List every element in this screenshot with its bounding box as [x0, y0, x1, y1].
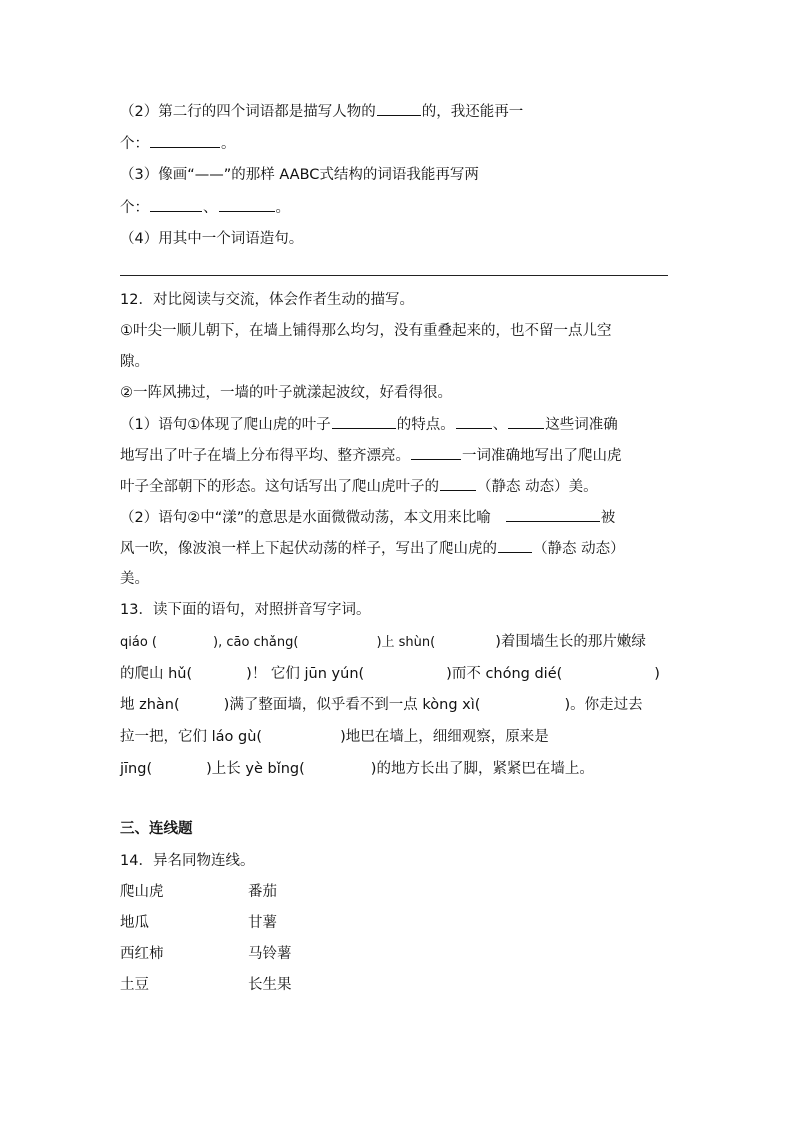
answer-blank[interactable]	[498, 538, 532, 553]
q12-q1-line3	[120, 476, 598, 497]
q12-q2-line1	[120, 507, 615, 528]
q11-part2-line2	[120, 133, 236, 154]
q12-q1-text-e: 地写出了叶子在墙上分布得平均、整齐漂亮。	[120, 448, 410, 464]
q12-q1-text-h: （静态 动态）美。	[477, 479, 598, 495]
answer-blank[interactable]	[219, 197, 275, 212]
q12-q2-line2	[120, 538, 625, 559]
q11-p2-text-c: 个：	[120, 136, 149, 152]
q12-q1-text-d: 这些词准确	[545, 417, 618, 433]
pinyin-prompt: )上长 yè bǐng(	[206, 761, 305, 777]
pinyin-prompt: )上 shùn(	[376, 635, 436, 650]
q12-q2-text-b: 被	[600, 510, 616, 526]
q12-sentence1-line2: 隙。	[120, 354, 149, 370]
pinyin-prompt: )！ 它们 jūn yún(	[246, 666, 365, 682]
q13-line5	[120, 759, 594, 779]
q11-p2-text-b: 的，我还能再一	[421, 104, 524, 120]
sentence-text: )的地方长出了脚，紧紧巴在墙上。	[370, 761, 594, 777]
q12-q1-text-b: 的特点。	[396, 417, 455, 433]
q12-q1-text-a: （1）语句①体现了爬山虎的叶子	[120, 417, 331, 433]
pinyin-prompt: jīng(	[120, 761, 153, 777]
match-right-item[interactable]: 番茄	[248, 884, 277, 900]
q11-part2-line1	[120, 101, 523, 122]
q11-p3-text-c: 、	[203, 200, 218, 216]
match-left-item[interactable]: 西红柿	[120, 946, 164, 962]
q13-line1	[120, 632, 646, 653]
q12-q2-text-a: （2）语句②中“漾”的意思是水面微微动荡，本文用来比喻	[120, 510, 491, 526]
q12-title: 12．对比阅读与交流，体会作者生动的描写。	[120, 292, 414, 308]
q11-part3-line2	[120, 197, 290, 218]
match-right-item[interactable]: 甘薯	[248, 915, 277, 931]
sentence-text: )	[654, 666, 660, 682]
q13-line3	[120, 695, 643, 715]
answer-blank[interactable]	[150, 133, 220, 148]
answer-blank[interactable]	[506, 507, 600, 522]
answer-blank[interactable]	[332, 414, 396, 429]
q12-q2-text-d: （静态 动态）	[533, 541, 625, 557]
q12-sentence1-line1: ①叶尖一顺儿朝下，在墙上铺得那么均匀，没有重叠起来的，也不留一点儿空	[120, 323, 612, 339]
q12-q1-line2	[120, 445, 622, 466]
answer-blank[interactable]	[508, 414, 544, 429]
q12-sentence2: ②一阵风拂过，一墙的叶子就漾起波纹，好看得很。	[120, 385, 452, 401]
q12-q1-text-f: 一词准确地写出了爬山虎	[462, 448, 622, 464]
q13-line2	[120, 664, 660, 684]
answer-blank[interactable]	[456, 414, 492, 429]
sentence-text: )地巴在墙上，细细观察，原来是	[340, 729, 549, 745]
pinyin-prompt: qiáo (	[120, 635, 157, 650]
q11-p3-text-b: 个：	[120, 200, 149, 216]
answer-blank[interactable]	[411, 445, 461, 460]
q12-q2-line3: 美。	[120, 571, 149, 587]
q11-p4-text: （4）用其中一个词语造句。	[120, 231, 304, 247]
pinyin-prompt: 地 zhàn(	[120, 697, 180, 713]
q11-part3-line1	[120, 165, 479, 185]
match-left-item[interactable]: 土豆	[120, 977, 149, 993]
answer-blank[interactable]	[377, 101, 421, 116]
match-right-item[interactable]: 马铃薯	[248, 946, 292, 962]
match-right-item[interactable]: 长生果	[248, 977, 292, 993]
match-left-item[interactable]: 爬山虎	[120, 884, 164, 900]
sentence-answer-line[interactable]	[120, 275, 668, 276]
q13-title: 13．读下面的语句，对照拼音写字词。	[120, 602, 371, 618]
q11-p2-text-d: 。	[221, 136, 236, 152]
pinyin-prompt: )满了整面墙，似乎看不到一点 kòng xì(	[223, 697, 481, 713]
q12-q1-text-g: 叶子全部朝下的形态。这句话写出了爬山虎叶子的	[120, 479, 439, 495]
q12-q2-text-c: 风一吹，像波浪一样上下起伏动荡的样子，写出了爬山虎的	[120, 541, 497, 557]
q12-q1-line1	[120, 414, 618, 435]
answer-blank[interactable]	[440, 476, 476, 491]
q14-title: 14．异名同物连线。	[120, 853, 255, 869]
sentence-text: )着围墙生长的那片嫩绿	[495, 634, 646, 650]
q11-p3-text-a: （3）像画“——”的那样 AABC式结构的词语我能再写两	[120, 167, 479, 183]
sentence-text: )。你走过去	[564, 697, 643, 713]
q11-p3-text-d: 。	[275, 200, 290, 216]
pinyin-prompt: 的爬山 hǔ(	[120, 666, 193, 682]
q11-p2-text-a: （2）第二行的四个词语都是描写人物的	[120, 104, 376, 120]
q13-line4	[120, 727, 549, 747]
pinyin-prompt: 拉一把，它们 láo gù(	[120, 729, 263, 745]
q12-q1-text-c: 、	[492, 417, 508, 433]
match-left-item[interactable]: 地瓜	[120, 915, 149, 931]
pinyin-prompt: ), cāo chǎng(	[213, 635, 299, 650]
pinyin-prompt: )而不 chóng dié(	[446, 666, 563, 682]
answer-blank[interactable]	[150, 197, 202, 212]
q11-part4	[120, 229, 303, 249]
section-heading: 三、连线题	[120, 821, 193, 837]
